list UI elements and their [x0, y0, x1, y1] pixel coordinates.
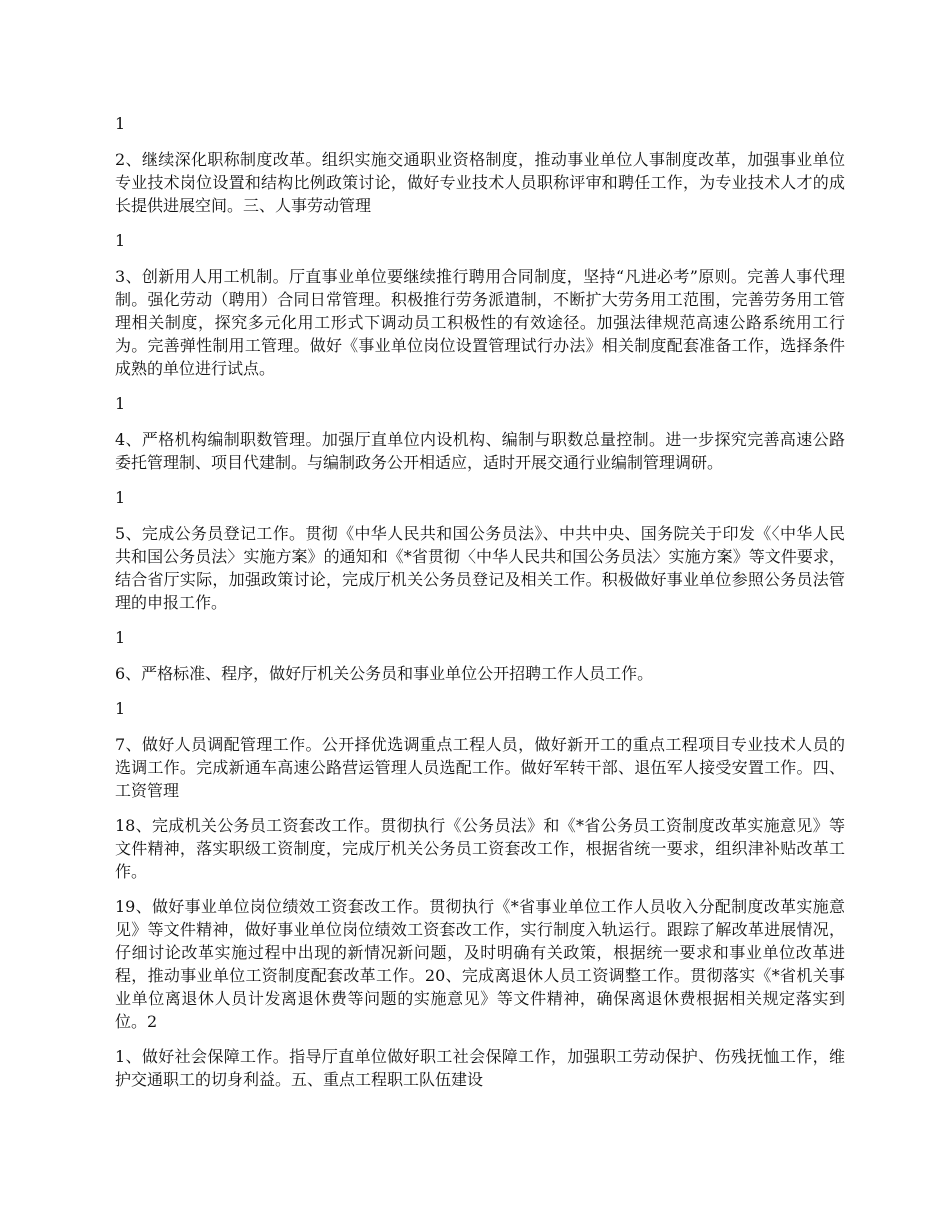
paragraph: 18、完成机关公务员工资套改工作。贯彻执行《公务员法》和《*省公务员工资制度改革实施意见》等文件精神，落实职级工资制度，完成厅机关公务员工资套改工作，根据省统一要求，组织津补贴改革工作。 — [115, 816, 845, 881]
page-number: 1 — [115, 488, 126, 507]
document-body — [115, 112, 845, 1103]
page-number: 1 — [115, 699, 126, 718]
page-number: 1 — [115, 231, 126, 250]
paragraph: 7、做好人员调配管理工作。公开择优选调重点工程人员，做好新开工的重点工程项目专业技术人员的选调工作。完成新通车高速公路营运管理人员选配工作。做好军转干部、退伍军人接受安置工作。四、工资管理 — [115, 735, 845, 800]
paragraph: 1、做好社会保障工作。指导厅直单位做好职工社会保障工作，加强职工劳动保护、伤残抚恤工作，维护交通职工的切身利益。五、重点工程职工队伍建设 — [115, 1047, 845, 1089]
page-number: 1 — [115, 394, 126, 413]
paragraph: 2、继续深化职称制度改革。组织实施交通职业资格制度，推动事业单位人事制度改革，加强事业单位专业技术岗位设置和结构比例政策讨论，做好专业技术人员职称评审和聘任工作，为专业技术人才的成长提供进展空间。三、人事劳动管理 — [115, 150, 845, 215]
paragraph: 4、严格机构编制职数管理。加强厅直单位内设机构、编制与职数总量控制。进一步探究完善高速公路委托管理制、项目代建制。与编制政务公开相适应，适时开展交通行业编制管理调研。 — [115, 430, 845, 472]
page-number: 1 — [115, 114, 126, 133]
paragraph: 5、完成公务员登记工作。贯彻《中华人民共和国公务员法》、中共中央、国务院关于印发《〈中华人民共和国公务员法〉实施方案》的通知和《*省贯彻〈中华人民共和国公务员法〉实施方案》等文件要求，结合省厅实际，加强政策讨论，完成厅机关公务员登记及相关工作。积极做好事业单位参照公务员法管理的申报工作。 — [115, 524, 845, 612]
paragraph: 6、严格标准、程序，做好厅机关公务员和事业单位公开招聘工作人员工作。 — [115, 664, 654, 683]
paragraph: 3、创新用人用工机制。厅直事业单位要继续推行聘用合同制度，坚持“凡进必考”原则。完善人事代理制。强化劳动（聘用）合同日常管理。积极推行劳务派遣制，不断扩大劳务用工范围，完善劳务用工管理相关制度，探究多元化用工形式下调动员工积极性的有效途径。加强法律规范高速公路系统用工行为。完善弹性制用工管理。做好《事业单位岗位设置管理试行办法》相关制度配套准备工作，选择条件成熟的单位进行试点。 — [115, 267, 845, 378]
page-number: 1 — [115, 628, 126, 647]
paragraph: 19、做好事业单位岗位绩效工资套改工作。贯彻执行《*省事业单位工作人员收入分配制度改革实施意见》等文件精神，做好事业单位岗位绩效工资套改工作，实行制度入轨运行。跟踪了解改革进展情况，仔细讨论改革实施过程中出现的新情况新问题，及时明确有关政策，根据统一要求和事业单位改革进程，推动事业单位工资制度配套改革工作。20、完成离退休人员工资调整工作。贯彻落实《*省机关事业单位离退休人员计发离退休费等问题的实施意见》等文件精神，确保离退休费根据相关规定落实到位。2 — [115, 897, 845, 1031]
